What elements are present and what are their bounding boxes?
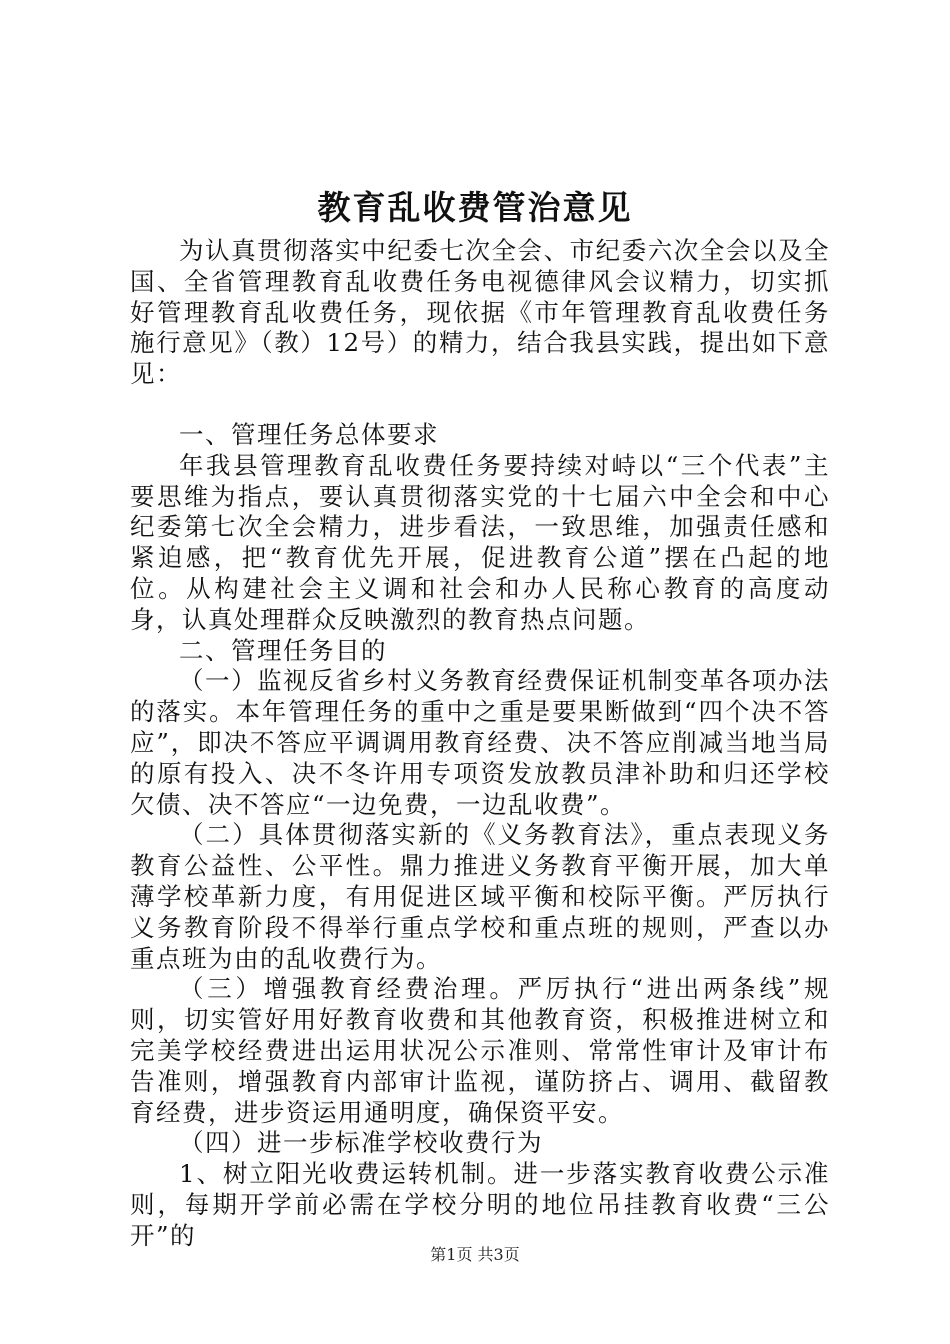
body-paragraph: 1、树立阳光收费运转机制。进一步落实教育收费公示准则，每期开学前必需在学校分明的地位吊挂教育收费“三公开”的 [130,1159,830,1250]
section-heading: 一、管理任务总体要求 [179,419,439,449]
body-paragraph: 年我县管理教育乱收费任务要持续对峙以“三个代表”主要思维为指点，要认真贯彻落实党的十七届六中全会和中心纪委第七次全会精力，进步看法，一致思维，加强责任感和紧迫感，把“教育优先开展，促进教育公道”摆在凸起的地位。从构建社会主义调和社会和办人民称心教育的高度动身，认真处理群众反映激烈的教育热点问题。 [130,450,830,634]
body-paragraph: （二）具体贯彻落实新的《义务教育法》，重点表现义务教育公益性、公平性。鼎力推进义务教育平衡开展，加大单薄学校革新力度，有用促进区域平衡和校际平衡。严厉执行义务教育阶段不得举行重点学校和重点班的规则，严查以办重点班为由的乱收费行为。 [130,820,830,973]
document-body [130,236,830,1252]
paragraph-gap [130,390,830,420]
page-number-footer: 第1页 共3页 [430,1245,520,1264]
document-title: 教育乱收费管治意见 [317,188,633,227]
body-paragraph: （三）增强教育经费治理。严厉执行“进出两条线”规则，切实管好用好教育收费和其他教育资，积极推进树立和完美学校经费进出运用状况公示准则、常常性审计及审计布告准则，增强教育内部审计监视，谨防挤占、调用、截留教育经费，进步资运用通明度，确保资平安。 [130,974,830,1127]
body-paragraph: （一）监视反省乡村义务教育经费保证机制变革各项办法的落实。本年管理任务的重中之重是要果断做到“四个决不答应”，即决不答应平调调用教育经费、决不答应削减当地当局的原有投入、决不冬许用专项资发放教员津补助和归还学校欠债、决不答应“一边免费，一边乱收费”。 [130,666,830,819]
intro-paragraph: 为认真贯彻落实中纪委七次全会、市纪委六次全会以及全国、全省管理教育乱收费任务电视德律风会议精力，切实抓好管理教育乱收费任务，现依据《市年管理教育乱收费任务施行意见》（教）12号）的精力，结合我县实践，提出如下意见： [130,236,830,389]
section-heading: （四）进一步标准学校收费行为 [179,1128,543,1158]
section-heading: 二、管理任务目的 [179,635,387,665]
